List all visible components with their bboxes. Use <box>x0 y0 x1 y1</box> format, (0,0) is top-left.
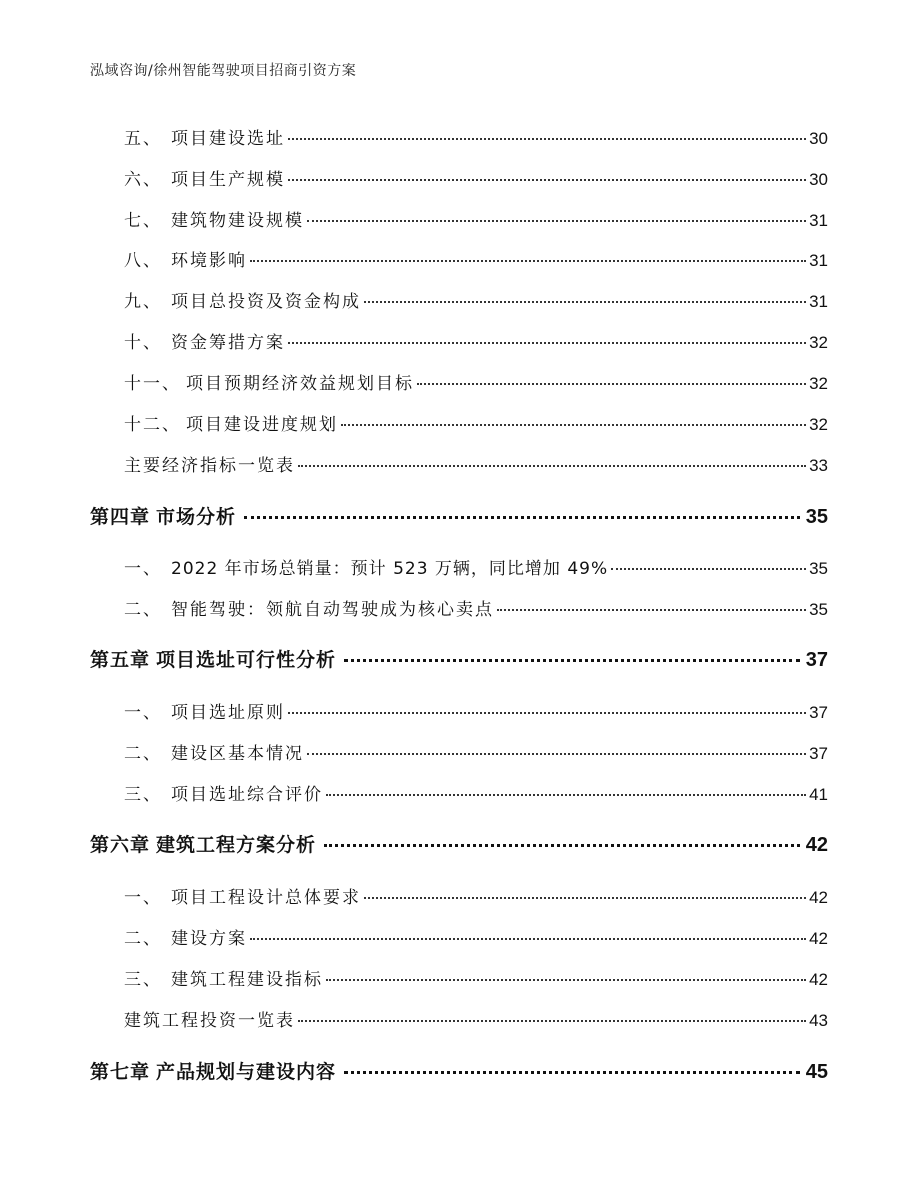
toc-entry[interactable] <box>124 554 828 579</box>
toc-entry-page: 32 <box>809 374 828 393</box>
toc-entry-title: 建筑工程建设指标 <box>171 970 323 990</box>
toc-entry[interactable] <box>124 369 828 394</box>
toc-entry[interactable] <box>124 924 828 949</box>
toc-entry-number: 五、 <box>124 129 162 149</box>
toc-chapter-title: 项目选址可行性分析 <box>156 649 337 671</box>
toc-entry-title: 项目建设进度规划 <box>186 415 338 435</box>
dot-leader <box>288 179 806 181</box>
dot-leader <box>307 220 806 222</box>
dot-leader <box>288 342 806 344</box>
dot-leader <box>344 1071 800 1074</box>
toc-chapter-number: 第七章 <box>90 1061 151 1083</box>
dot-leader <box>324 844 800 847</box>
toc-entry-number: 十二、 <box>124 415 181 435</box>
page-header: 泓域咨询/徐州智能驾驶项目招商引资方案 <box>90 63 357 79</box>
toc-entry-page: 41 <box>809 785 828 804</box>
toc-entry-title: 项目工程设计总体要求 <box>171 888 361 908</box>
toc-entry-page: 32 <box>809 333 828 352</box>
toc-entry-title: 主要经济指标一览表 <box>124 456 295 476</box>
toc-chapter-page: 37 <box>805 649 828 671</box>
toc-entry[interactable] <box>124 328 828 353</box>
toc-entry-number: 一、 <box>124 703 162 723</box>
toc-chapter-page: 42 <box>805 834 828 856</box>
dot-leader <box>244 516 800 519</box>
dot-leader <box>250 260 806 262</box>
dot-leader <box>364 897 806 899</box>
toc-entry-title: 项目生产规模 <box>171 170 285 190</box>
toc-entry-title: 项目建设选址 <box>171 129 285 149</box>
dot-leader <box>288 138 806 140</box>
dot-leader <box>417 383 806 385</box>
toc-entry-number: 八、 <box>124 251 162 271</box>
toc-entry[interactable] <box>124 739 828 764</box>
toc-entry-title: 建筑工程投资一览表 <box>124 1011 295 1031</box>
toc-entry-title: 项目选址综合评价 <box>171 785 323 805</box>
toc-entry[interactable] <box>124 698 828 723</box>
toc-entry[interactable] <box>124 595 828 620</box>
toc-entry-page: 32 <box>809 415 828 434</box>
toc-chapter[interactable] <box>90 830 828 857</box>
toc-chapter-title: 市场分析 <box>156 506 237 528</box>
toc-chapter[interactable] <box>90 645 828 672</box>
toc-entry[interactable] <box>124 246 828 271</box>
toc-entry-number: 二、 <box>124 600 162 620</box>
dot-leader <box>307 753 806 755</box>
toc-chapter-title: 产品规划与建设内容 <box>156 1061 337 1083</box>
toc-entry-page: 33 <box>809 456 828 475</box>
toc-chapter-number: 第六章 <box>90 834 151 856</box>
dot-leader <box>364 301 806 303</box>
toc-entry-page: 31 <box>809 251 828 270</box>
dot-leader <box>497 609 806 611</box>
toc-entry-page: 37 <box>809 703 828 722</box>
toc-chapter-number: 第四章 <box>90 506 151 528</box>
dot-leader <box>326 979 806 981</box>
toc-entry-number: 七、 <box>124 211 162 231</box>
toc-entry-number: 三、 <box>124 970 162 990</box>
toc-entry-title: 建设区基本情况 <box>171 744 304 764</box>
dot-leader <box>344 659 800 662</box>
dot-leader <box>250 938 806 940</box>
toc-entry-page: 30 <box>809 129 828 148</box>
toc-entry-page: 42 <box>809 929 828 948</box>
toc-entry-title: 2022 年市场总销量：预计 523 万辆，同比增加 49% <box>171 559 609 579</box>
toc-entry-number: 十、 <box>124 333 162 353</box>
toc-entry[interactable] <box>124 780 828 805</box>
toc-entry-page: 42 <box>809 888 828 907</box>
toc-entry-page: 30 <box>809 170 828 189</box>
toc-entry[interactable] <box>124 1006 828 1031</box>
toc-entry-title: 资金筹措方案 <box>171 333 285 353</box>
toc-entry-title: 项目选址原则 <box>171 703 285 723</box>
toc-entry[interactable] <box>124 165 828 190</box>
toc-entry[interactable] <box>124 883 828 908</box>
toc-entry-title: 智能驾驶：领航自动驾驶成为核心卖点 <box>171 600 494 620</box>
toc-chapter[interactable] <box>90 1057 828 1084</box>
toc-entry-title: 项目总投资及资金构成 <box>171 292 361 312</box>
toc-entry-page: 37 <box>809 744 828 763</box>
toc-entry-title: 建筑物建设规模 <box>171 211 304 231</box>
toc-entry-title: 环境影响 <box>171 251 247 271</box>
toc-entry-page: 31 <box>809 292 828 311</box>
toc-entry-page: 42 <box>809 970 828 989</box>
toc-entry[interactable] <box>124 410 828 435</box>
toc-entry-number: 二、 <box>124 744 162 764</box>
toc-entry-number: 二、 <box>124 929 162 949</box>
dot-leader <box>298 1020 806 1022</box>
toc-entry-number: 三、 <box>124 785 162 805</box>
toc-chapter-number: 第五章 <box>90 649 151 671</box>
toc-entry-page: 35 <box>809 600 828 619</box>
toc-entry-number: 九、 <box>124 292 162 312</box>
toc-entry-number: 六、 <box>124 170 162 190</box>
toc-entry[interactable] <box>124 206 828 231</box>
toc-entry-number: 一、 <box>124 888 162 908</box>
toc-chapter-title: 建筑工程方案分析 <box>156 834 317 856</box>
toc-entry-page: 35 <box>809 559 828 578</box>
dot-leader <box>611 568 806 570</box>
toc-entry[interactable] <box>124 124 828 149</box>
toc-entry[interactable] <box>124 451 828 476</box>
dot-leader <box>298 465 806 467</box>
toc-entry[interactable] <box>124 965 828 990</box>
toc-entry-title: 建设方案 <box>171 929 247 949</box>
toc-entry-page: 43 <box>809 1011 828 1030</box>
toc-entry-page: 31 <box>809 211 828 230</box>
toc-entry[interactable] <box>124 287 828 312</box>
toc-entry-number: 十一、 <box>124 374 181 394</box>
dot-leader <box>341 424 806 426</box>
toc-chapter[interactable] <box>90 502 828 529</box>
toc-entry-title: 项目预期经济效益规划目标 <box>186 374 414 394</box>
toc-chapter-page: 45 <box>805 1061 828 1083</box>
dot-leader <box>288 712 806 714</box>
dot-leader <box>326 794 806 796</box>
toc-entry-number: 一、 <box>124 559 162 579</box>
toc-chapter-page: 35 <box>805 506 828 528</box>
